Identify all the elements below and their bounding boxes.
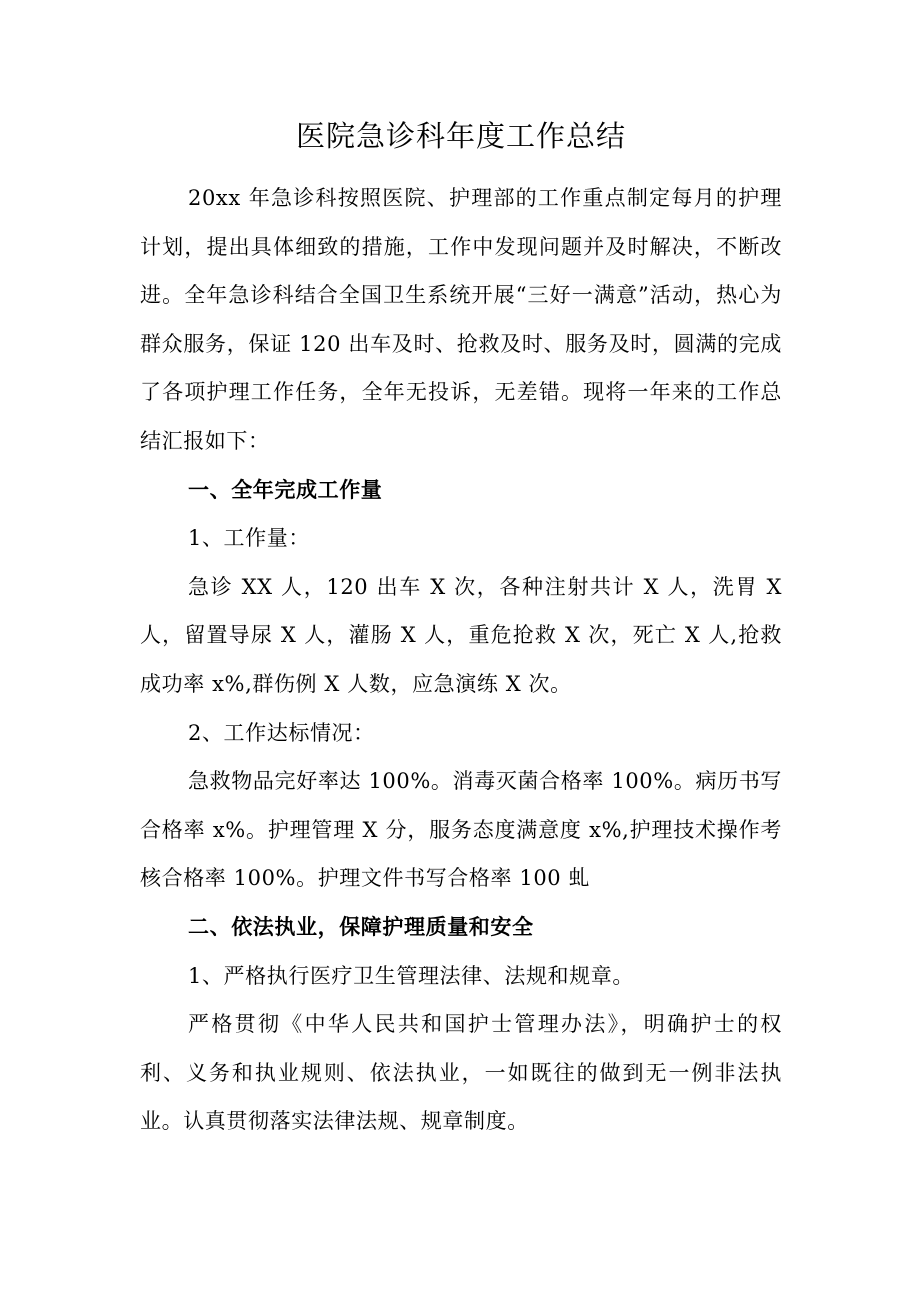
intro-paragraph: 20xx 年急诊科按照医院、护理部的工作重点制定每月的护理计划，提出具体细致的措施，工作中发现问题并及时解决，不断改进。全年急诊科结合全国卫生系统开展“三好一满意”活动，热心为群众服务，保证 120 出车及时、抢救及时、服务及时，圆满的完成了各项护理工作任务，全年无投诉，无差错。现将一年来的工作总结汇报如下： — [140, 186, 782, 453]
section-1-sub-2-body: 急救物品完好率达 100%。消毒灭菌合格率 100%。病历书写合格率 x%。护理管理 X 分，服务态度满意度 x%,护理技术操作考核合格率 100%。护理文件书写合格率 100 虬 — [140, 769, 782, 891]
section-1-heading: 一、全年完成工作量 — [188, 477, 383, 502]
section-1-sub-1-heading: 1、工作量： — [188, 526, 310, 551]
document-title: 医院急诊科年度工作总结 — [295, 119, 626, 153]
section-2-sub-1-heading: 1、严格执行医疗卫生管理法律、法规和规章。 — [188, 963, 634, 988]
section-2-sub-1-body: 严格贯彻《中华人民共和国护士管理办法》，明确护士的权利、义务和执业规则、依法执业，一如既往的做到无一例非法执业。认真贯彻落实法律法规、规章制度。 — [140, 1012, 782, 1134]
section-2-heading: 二、依法执业，保障护理质量和安全 — [188, 914, 534, 939]
section-1-sub-2-heading: 2、工作达标情况： — [188, 720, 375, 745]
section-1-sub-1-body: 急诊 XX 人，120 出车 X 次，各种注射共计 X 人，洗胃 X 人，留置导尿 X 人，灌肠 X 人，重危抢救 X 次，死亡 X 人,抢救成功率 x%,群伤例 X 人数，应急演练 X 次。 — [140, 574, 782, 696]
document-page — [140, 112, 782, 1146]
